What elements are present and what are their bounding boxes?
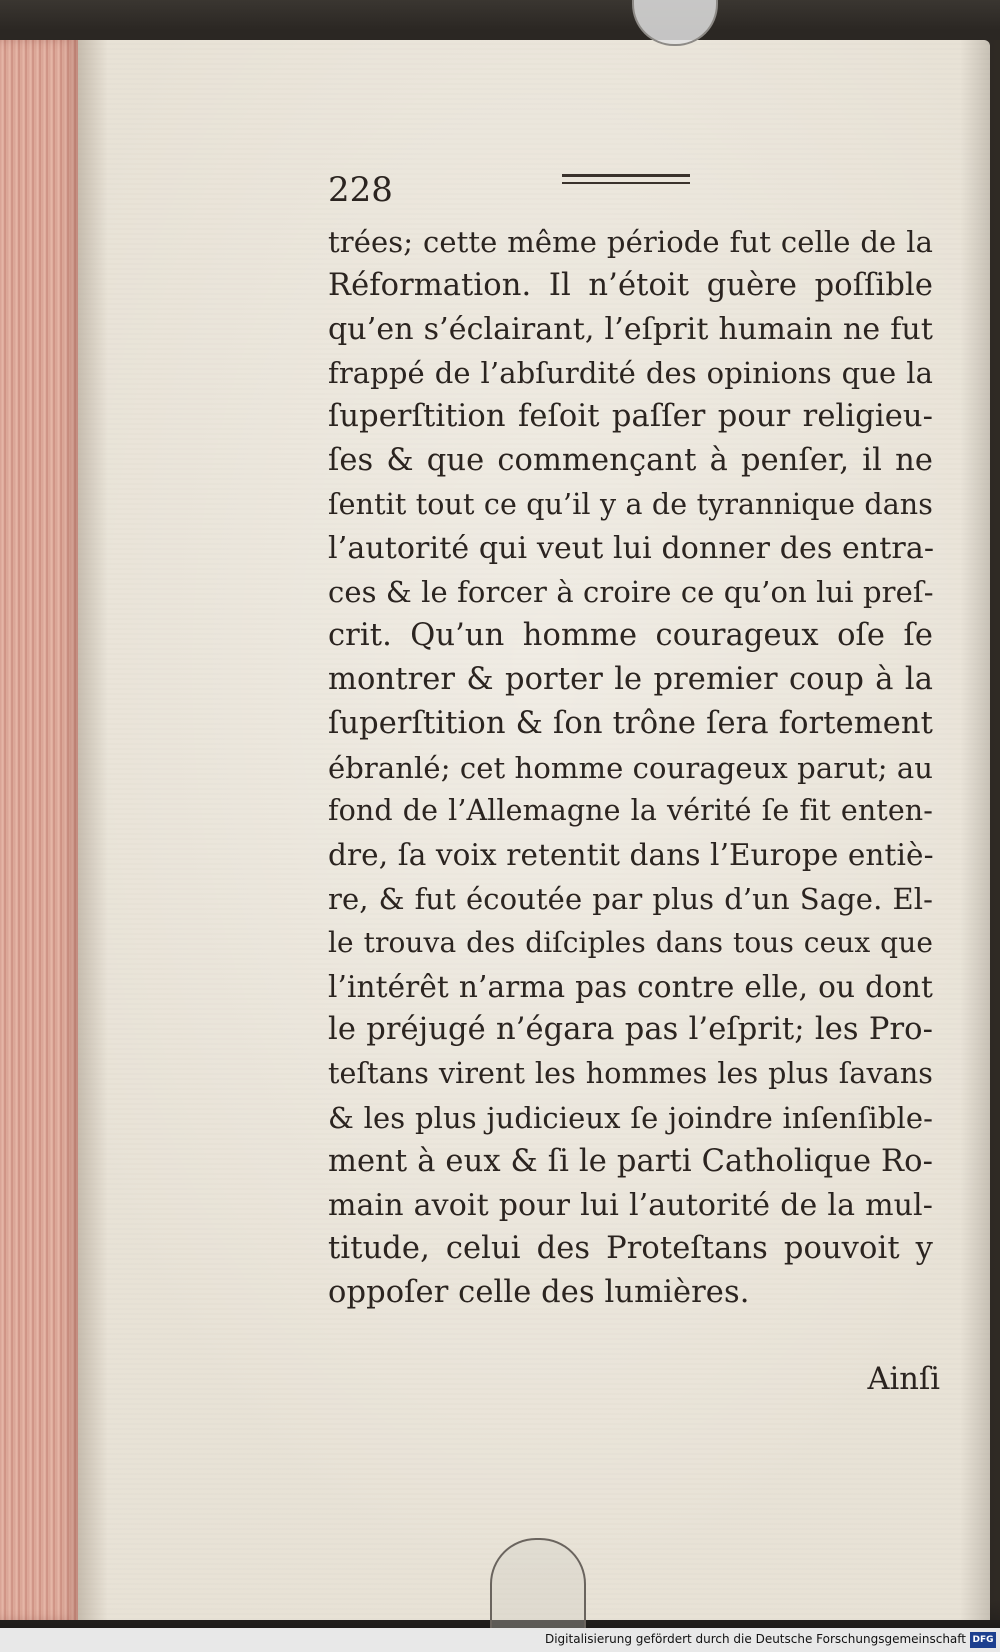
text-line: ſes & que commençant à penſer, il ne	[328, 443, 933, 478]
text-line: ment à eux & ſi le parti Catholique Ro-	[328, 1143, 933, 1179]
page-edge-shadow	[960, 40, 1000, 1620]
text-line: ſuperſtition & ſon trône ſera fortement	[328, 705, 933, 741]
text-line: le préjugé n’égara pas l’eſprit; les Pro-	[328, 1012, 933, 1048]
text-line: trées; cette même période fut celle de la	[328, 225, 933, 259]
page-number: 228	[328, 170, 393, 210]
text-line: frappé de l’abſurdité des opinions que la	[328, 356, 933, 391]
text-line: main avoit pour lui l’autorité de la mul-	[328, 1187, 933, 1223]
text-line: dre, ſa voix retentit dans l’Europe entiè-	[328, 838, 934, 873]
text-line: ſentit tout ce qu’il y a de tyrannique dans	[328, 487, 933, 521]
text-line: oppoſer celle des lumières.	[328, 1275, 750, 1311]
catchword: Ainſi	[867, 1362, 940, 1397]
page-edges	[0, 40, 78, 1620]
text-line: le trouva des diſciples dans tous ceux que	[328, 925, 933, 959]
footer-bar	[0, 1628, 1000, 1652]
gutter-shadow	[78, 40, 108, 1620]
text-line: & les plus judicieux ſe joindre inſenſible-	[328, 1101, 933, 1135]
text-line: titude, celui des Proteſtans pouvoit y	[328, 1231, 933, 1267]
text-line: crit. Qu’un homme courageux oſe ſe	[328, 618, 933, 654]
text-line: teſtans virent les hommes les plus ſavans	[328, 1057, 933, 1091]
text-line: Réformation. Il n’étoit guère poſſible	[328, 267, 933, 303]
text-line: ſuperſtition feſoit paſſer pour religieu-	[328, 399, 933, 435]
dfg-logo: DFG	[970, 1632, 996, 1648]
header-rule	[562, 174, 690, 184]
text-line: qu’en s’éclairant, l’eſprit humain ne fut	[328, 311, 933, 347]
text-line: ces & le forcer à croire ce qu’on lui preſ-	[328, 575, 934, 610]
book-clip-bottom	[490, 1538, 586, 1630]
footer-credit: Digitalisierung gefördert durch die Deutsche Forschungsgemeinschaft	[544, 1632, 966, 1646]
text-line: l’intérêt n’arma pas contre elle, ou dont	[328, 969, 933, 1004]
text-line: fond de l’Allemagne la vérité ſe fit enten-	[328, 794, 933, 828]
text-line: re, & fut écoutée par plus d’un Sage. El-	[328, 882, 933, 916]
text-line: ébranlé; cet homme courageux parut; au	[328, 750, 934, 785]
text-line: montrer & porter le premier coup à la	[328, 662, 933, 697]
text-line: l’autorité qui veut lui donner des entra-	[328, 530, 935, 566]
